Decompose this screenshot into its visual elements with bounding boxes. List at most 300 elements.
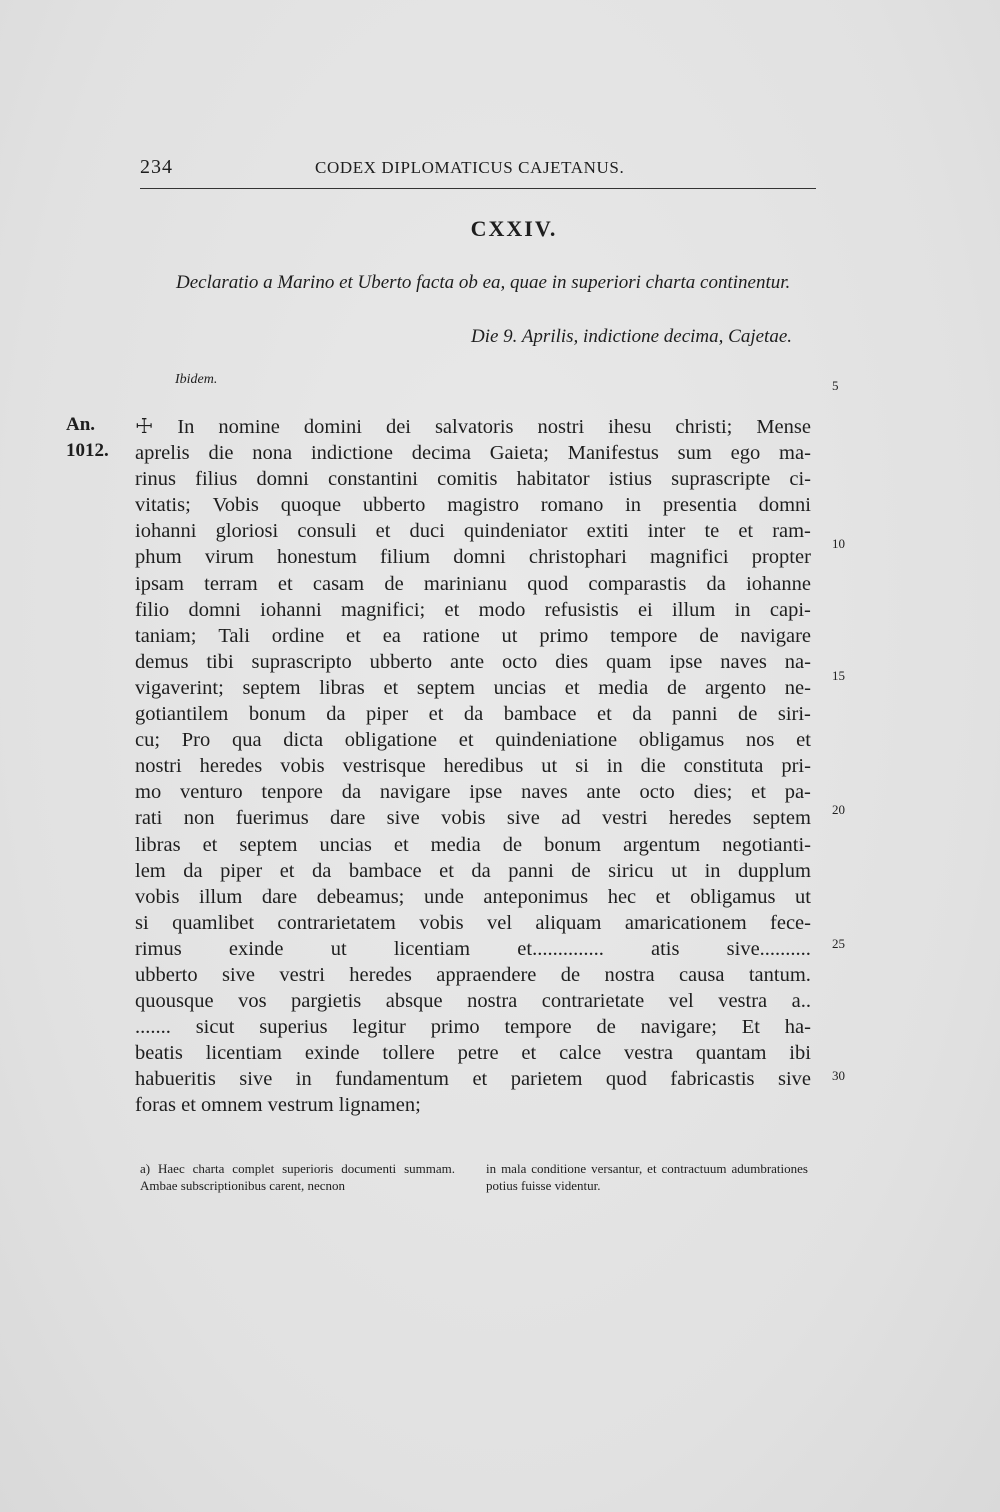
text-word: navigare bbox=[379, 781, 451, 804]
text-word: et bbox=[428, 703, 444, 726]
text-word: naves bbox=[720, 650, 767, 673]
text-word: iohanne bbox=[746, 572, 811, 595]
text-line bbox=[135, 1066, 811, 1092]
text-word: et bbox=[472, 1068, 488, 1091]
text-word: taniam; bbox=[135, 624, 197, 647]
text-word: octo bbox=[502, 650, 538, 673]
text-word: vobis bbox=[280, 755, 325, 778]
text-word: non bbox=[183, 807, 215, 830]
text-word: fundamentum bbox=[335, 1068, 450, 1091]
text-word: superius bbox=[259, 1016, 328, 1039]
text-word: in bbox=[704, 859, 721, 882]
text-word: fuerimus bbox=[235, 807, 309, 830]
text-word: in bbox=[625, 494, 642, 517]
text-word: licentiam bbox=[393, 937, 471, 960]
text-word: suprascripte bbox=[671, 468, 771, 491]
text-word: et bbox=[383, 676, 399, 699]
text-word: quindeniatione bbox=[495, 729, 618, 752]
text-word: casam bbox=[312, 572, 365, 595]
text-line bbox=[135, 832, 811, 858]
text-word: demus bbox=[135, 650, 189, 673]
text-word: pargietis bbox=[291, 990, 362, 1013]
document-summary: Declaratio a Marino et Uberto facta ob ea, quae in superiori charta continentur. bbox=[176, 272, 791, 293]
text-word: sive bbox=[777, 1068, 811, 1091]
text-word: media bbox=[598, 676, 649, 699]
text-word: rati bbox=[135, 807, 163, 830]
text-word: magnifici bbox=[649, 546, 729, 569]
text-line bbox=[135, 492, 811, 518]
text-line bbox=[135, 1040, 811, 1066]
text-word: Pro bbox=[181, 729, 211, 752]
text-word: venturo bbox=[180, 781, 243, 804]
text-word: inter bbox=[647, 520, 686, 543]
text-word: octo bbox=[639, 781, 675, 804]
text-word: sum bbox=[677, 442, 712, 465]
text-word: et bbox=[346, 624, 361, 647]
running-title: CODEX DIPLOMATICUS CAJETANUS. bbox=[315, 158, 625, 177]
text-word: Gaieta; bbox=[489, 442, 549, 465]
text-line bbox=[135, 858, 811, 884]
text-word: ☩ bbox=[135, 416, 154, 438]
text-word: vestrisque bbox=[342, 755, 426, 778]
text-word: quam bbox=[605, 650, 652, 673]
text-word: domni bbox=[758, 494, 811, 517]
text-word: panni bbox=[672, 703, 718, 726]
text-word: navigare bbox=[740, 624, 811, 647]
text-word: ratione bbox=[422, 624, 480, 647]
text-word: in bbox=[606, 755, 623, 778]
text-word: ei bbox=[637, 598, 653, 621]
text-word: tantum. bbox=[748, 963, 811, 986]
text-word: christi; bbox=[675, 416, 733, 438]
text-word: domni bbox=[453, 546, 506, 569]
text-word: heredibus bbox=[443, 755, 524, 778]
text-word: obligatione bbox=[344, 729, 438, 752]
text-word: comitis bbox=[437, 468, 498, 491]
text-word: et bbox=[738, 520, 754, 543]
page-header bbox=[140, 156, 815, 182]
text-word: duci bbox=[409, 520, 445, 543]
page-number: 234 bbox=[140, 156, 173, 178]
text-word: sive bbox=[221, 963, 256, 986]
text-word: heredes bbox=[199, 755, 263, 778]
text-word: pri- bbox=[781, 755, 811, 778]
text-word: et bbox=[521, 1042, 537, 1065]
text-word: tibi bbox=[206, 650, 234, 673]
text-word: terram bbox=[204, 572, 258, 595]
text-word: da bbox=[311, 859, 332, 882]
text-word: ut bbox=[330, 937, 347, 960]
text-word: obligamus bbox=[638, 729, 725, 752]
text-word: ma- bbox=[779, 442, 811, 465]
text-word: et bbox=[596, 703, 612, 726]
text-word: ne- bbox=[784, 676, 811, 699]
text-word: fece- bbox=[770, 911, 811, 934]
text-word: amaricationem bbox=[624, 911, 747, 934]
text-word: da bbox=[706, 572, 726, 595]
text-word: qua bbox=[231, 729, 262, 752]
text-line bbox=[135, 727, 811, 753]
text-line: foras et omnem vestrum lignamen; bbox=[135, 1094, 421, 1117]
text-word: ubberto bbox=[362, 494, 426, 517]
text-word: nostra bbox=[604, 963, 655, 986]
text-word: ....... bbox=[135, 1016, 171, 1039]
text-word: vestri bbox=[601, 807, 648, 830]
text-word: nona bbox=[252, 442, 293, 465]
text-word: tempore bbox=[504, 1016, 572, 1039]
text-word: nostri bbox=[135, 755, 182, 778]
text-line bbox=[135, 440, 811, 466]
text-word: et.............. bbox=[517, 937, 604, 960]
text-word: quousque bbox=[135, 990, 214, 1013]
text-word: argento bbox=[704, 676, 767, 699]
text-word: vobis bbox=[441, 807, 486, 830]
text-word: honestum bbox=[277, 546, 357, 569]
text-word: Vobis bbox=[212, 494, 259, 517]
text-word: ubberto bbox=[369, 650, 433, 673]
text-line bbox=[135, 466, 811, 492]
text-word: tollere bbox=[382, 1042, 435, 1065]
text-word: domini bbox=[303, 416, 362, 438]
text-word: rinus bbox=[135, 468, 176, 491]
text-word: virum bbox=[204, 546, 254, 569]
text-word: te bbox=[704, 520, 720, 543]
text-word: uncias bbox=[319, 833, 372, 856]
text-word: rimus bbox=[135, 937, 182, 960]
text-word: et bbox=[439, 859, 454, 882]
text-word: ad bbox=[561, 807, 581, 830]
footnote-left: a) Haec charta complet superioris documenti summam. Ambae subscriptionibus carent, necnon bbox=[140, 1161, 455, 1193]
text-word: constantini bbox=[328, 468, 418, 491]
text-word: ihesu bbox=[608, 416, 652, 438]
text-word: in bbox=[734, 598, 751, 621]
text-word: capi- bbox=[769, 598, 811, 621]
text-word: Mense bbox=[756, 416, 811, 438]
document-number: CXXIV. bbox=[470, 216, 558, 241]
text-word: habitator bbox=[516, 468, 590, 491]
text-word: Manifestus bbox=[567, 442, 659, 465]
text-word: quindeniator bbox=[463, 520, 568, 543]
text-word: et bbox=[564, 676, 580, 699]
text-word: vobis bbox=[419, 911, 464, 934]
line-number: 20 bbox=[832, 802, 845, 817]
text-word: marinianu bbox=[423, 572, 507, 595]
text-word: heredes bbox=[349, 963, 412, 986]
text-word: si bbox=[135, 911, 149, 934]
text-word: quamlibet bbox=[172, 911, 255, 934]
text-word: vestra bbox=[624, 1042, 673, 1065]
text-word: absque bbox=[385, 990, 443, 1013]
text-word: istius bbox=[608, 468, 652, 491]
text-word: piper bbox=[220, 859, 263, 882]
document-dating: Die 9. Aprilis, indictione decima, Cajetae. bbox=[470, 326, 792, 347]
text-line bbox=[135, 597, 811, 623]
text-word: christophari bbox=[528, 546, 627, 569]
text-word: et bbox=[458, 729, 474, 752]
text-word: bonum bbox=[248, 703, 306, 726]
text-word: unde bbox=[423, 885, 464, 908]
text-word: quantam bbox=[695, 1042, 767, 1065]
text-word: dicta bbox=[283, 729, 324, 752]
text-word: bonum bbox=[544, 833, 602, 856]
text-line bbox=[135, 414, 811, 440]
text-word: magistro bbox=[447, 494, 519, 517]
text-word: quod bbox=[527, 572, 569, 595]
text-word: siricu bbox=[608, 859, 654, 882]
text-word: de bbox=[738, 703, 758, 726]
text-word: media bbox=[430, 833, 481, 856]
text-word: ut bbox=[501, 624, 518, 647]
text-word: presentia bbox=[662, 494, 737, 517]
text-word: gloriosi bbox=[215, 520, 279, 543]
text-word: domni bbox=[256, 468, 309, 491]
text-line bbox=[135, 675, 811, 701]
text-word: bambace bbox=[503, 703, 577, 726]
text-word: de bbox=[699, 624, 719, 647]
text-word: et bbox=[655, 885, 671, 908]
text-word: cu; bbox=[135, 729, 161, 752]
text-word: iohanni bbox=[260, 598, 322, 621]
text-word: domni bbox=[188, 598, 241, 621]
text-word: dies bbox=[555, 650, 589, 673]
text-word: ego bbox=[730, 442, 761, 465]
text-word: anteponimus bbox=[483, 885, 589, 908]
text-line bbox=[135, 936, 811, 962]
text-word: piper bbox=[366, 703, 409, 726]
text-word: extiti bbox=[586, 520, 629, 543]
text-word: in bbox=[295, 1068, 312, 1091]
text-word: illum bbox=[672, 598, 716, 621]
text-word: romano bbox=[540, 494, 604, 517]
text-line bbox=[135, 884, 811, 910]
text-word: filium bbox=[379, 546, 431, 569]
text-word: ram- bbox=[772, 520, 811, 543]
text-word: obligamus bbox=[690, 885, 776, 908]
text-word: ea bbox=[382, 624, 401, 647]
line-number: 10 bbox=[832, 536, 845, 551]
text-word: a.. bbox=[791, 990, 811, 1013]
text-word: vel bbox=[668, 990, 694, 1013]
header-rule bbox=[140, 188, 816, 189]
text-word: fabricastis bbox=[670, 1068, 755, 1091]
text-word: contrarietate bbox=[541, 990, 645, 1013]
text-word: et bbox=[444, 598, 460, 621]
text-word: naves bbox=[521, 781, 568, 804]
text-word: da bbox=[463, 703, 484, 726]
text-word: dupplum bbox=[738, 859, 811, 882]
text-word: et bbox=[751, 781, 766, 804]
text-word: debeamus; bbox=[316, 885, 405, 908]
text-word: dare bbox=[330, 807, 366, 830]
text-word: bambace bbox=[348, 859, 422, 882]
text-word: calce bbox=[559, 1042, 602, 1065]
text-word: ha- bbox=[784, 1016, 811, 1039]
text-word: ibi bbox=[789, 1042, 811, 1065]
text-word: siri- bbox=[777, 703, 811, 726]
text-word: sive bbox=[239, 1068, 273, 1091]
text-word: suprascripto bbox=[251, 650, 352, 673]
footnote-right: in mala conditione versantur, et contractuum adumbrationes potius fuisse videntur. bbox=[486, 1161, 808, 1193]
text-word: panni bbox=[508, 859, 554, 882]
text-word: nomine bbox=[218, 416, 280, 438]
text-line bbox=[135, 701, 811, 727]
text-word: salvatoris bbox=[434, 416, 514, 438]
text-word: tenpore bbox=[261, 781, 323, 804]
text-line bbox=[135, 910, 811, 936]
text-word: sive bbox=[386, 807, 420, 830]
text-word: ubberto bbox=[135, 963, 198, 986]
text-word: legitur bbox=[352, 1016, 406, 1039]
text-word: lem bbox=[135, 859, 166, 882]
text-word: de bbox=[502, 833, 523, 856]
text-word: sive bbox=[506, 807, 540, 830]
text-word: si bbox=[575, 755, 589, 778]
text-word: da bbox=[326, 703, 346, 726]
text-word: modo bbox=[478, 598, 526, 621]
text-word: Tali bbox=[218, 624, 250, 647]
text-word: da bbox=[341, 781, 362, 804]
line-number: 25 bbox=[832, 936, 845, 951]
text-word: habueritis bbox=[135, 1068, 216, 1091]
text-word: phum bbox=[135, 546, 182, 569]
text-line bbox=[135, 962, 811, 988]
text-word: propter bbox=[751, 546, 811, 569]
text-word: septem bbox=[242, 676, 301, 699]
text-word: de bbox=[596, 1016, 616, 1039]
text-word: licentiam bbox=[205, 1042, 282, 1065]
text-word: decima bbox=[411, 442, 471, 465]
text-word: die bbox=[640, 755, 666, 778]
text-word: vitatis; bbox=[135, 494, 191, 517]
text-word: vos bbox=[238, 990, 267, 1013]
text-word: exinde bbox=[228, 937, 284, 960]
text-word: magnifici; bbox=[340, 598, 426, 621]
text-word: aliquam bbox=[535, 911, 602, 934]
text-word: constituta bbox=[683, 755, 764, 778]
text-word: ipse bbox=[469, 781, 503, 804]
text-line bbox=[135, 779, 811, 805]
text-word: sive.......... bbox=[726, 937, 811, 960]
text-word: libras bbox=[135, 833, 181, 856]
text-word: indictione bbox=[310, 442, 393, 465]
text-word: de bbox=[666, 676, 687, 699]
text-word: quoque bbox=[280, 494, 342, 517]
margin-label-year: 1012. bbox=[66, 440, 109, 461]
text-word: pa- bbox=[784, 781, 811, 804]
text-word: tempore bbox=[610, 624, 678, 647]
text-word: illum bbox=[199, 885, 243, 908]
text-word: et bbox=[393, 833, 409, 856]
line-number: 30 bbox=[832, 1068, 845, 1083]
text-word: ut bbox=[795, 885, 811, 908]
text-word: da bbox=[183, 859, 203, 882]
text-line bbox=[135, 623, 811, 649]
text-word: hec bbox=[607, 885, 637, 908]
text-word: dei bbox=[385, 416, 411, 438]
text-word: navigare; bbox=[640, 1016, 717, 1039]
text-word: libras bbox=[319, 676, 365, 699]
text-word: ante bbox=[450, 650, 485, 673]
text-word: comparastis bbox=[588, 572, 687, 595]
margin-label-year-prefix: An. bbox=[66, 414, 96, 435]
text-word: ut bbox=[541, 755, 558, 778]
text-line bbox=[135, 649, 811, 675]
text-word: vigaverint; bbox=[135, 676, 224, 699]
text-word: parietem bbox=[510, 1068, 583, 1091]
text-line bbox=[135, 805, 811, 831]
text-word: sicut bbox=[195, 1016, 235, 1039]
text-word: de bbox=[560, 963, 581, 986]
text-word: primo bbox=[430, 1016, 480, 1039]
text-word: septem bbox=[752, 807, 811, 830]
text-word: da bbox=[632, 703, 652, 726]
text-word: vestra bbox=[718, 990, 768, 1013]
text-word: contrarietatem bbox=[277, 911, 396, 934]
text-word: aprelis bbox=[135, 442, 190, 465]
text-line bbox=[135, 518, 811, 544]
text-word: nostri bbox=[537, 416, 585, 438]
text-word: na- bbox=[784, 650, 811, 673]
text-word: petre bbox=[457, 1042, 499, 1065]
text-word: septem bbox=[416, 676, 475, 699]
text-line bbox=[135, 571, 811, 597]
text-line bbox=[135, 544, 811, 570]
text-word: Et bbox=[741, 1016, 760, 1039]
text-word: iohanni bbox=[135, 520, 197, 543]
text-word: et bbox=[796, 729, 811, 752]
text-word: uncias bbox=[493, 676, 547, 699]
text-word: nos bbox=[745, 729, 775, 752]
text-word: ipse bbox=[669, 650, 703, 673]
text-word: negotianti- bbox=[722, 833, 811, 856]
text-word: septem bbox=[239, 833, 298, 856]
text-word: de bbox=[571, 859, 591, 882]
text-word: beatis bbox=[135, 1042, 183, 1065]
text-word: da bbox=[471, 859, 491, 882]
text-word: causa bbox=[678, 963, 725, 986]
text-line bbox=[135, 753, 811, 779]
text-word: In bbox=[177, 416, 195, 438]
text-word: gotiantilem bbox=[135, 703, 229, 726]
text-word: et bbox=[375, 520, 391, 543]
text-word: vel bbox=[487, 911, 513, 934]
text-word: dare bbox=[261, 885, 298, 908]
text-word: ipsam bbox=[135, 572, 184, 595]
text-line bbox=[135, 988, 811, 1014]
text-word: heredes bbox=[668, 807, 732, 830]
text-word: ante bbox=[586, 781, 621, 804]
text-word: refusistis bbox=[544, 598, 619, 621]
text-word: dies; bbox=[693, 781, 733, 804]
text-word: filio bbox=[135, 598, 170, 621]
text-word: appraendere bbox=[436, 963, 537, 986]
text-word: vestri bbox=[279, 963, 325, 986]
document-text bbox=[135, 414, 811, 1119]
text-word: mo bbox=[135, 781, 162, 804]
text-word: et bbox=[277, 572, 293, 595]
text-word: argentum bbox=[623, 833, 701, 856]
text-line bbox=[135, 1014, 811, 1040]
text-word: primo bbox=[539, 624, 589, 647]
line-number: 5 bbox=[832, 378, 839, 393]
document-source: Ibidem. bbox=[175, 372, 218, 387]
text-word: die bbox=[208, 442, 234, 465]
text-word: ordine bbox=[271, 624, 325, 647]
text-word: filius bbox=[195, 468, 238, 491]
text-word: et bbox=[202, 833, 218, 856]
text-word: et bbox=[279, 859, 295, 882]
text-word: vobis bbox=[135, 885, 180, 908]
